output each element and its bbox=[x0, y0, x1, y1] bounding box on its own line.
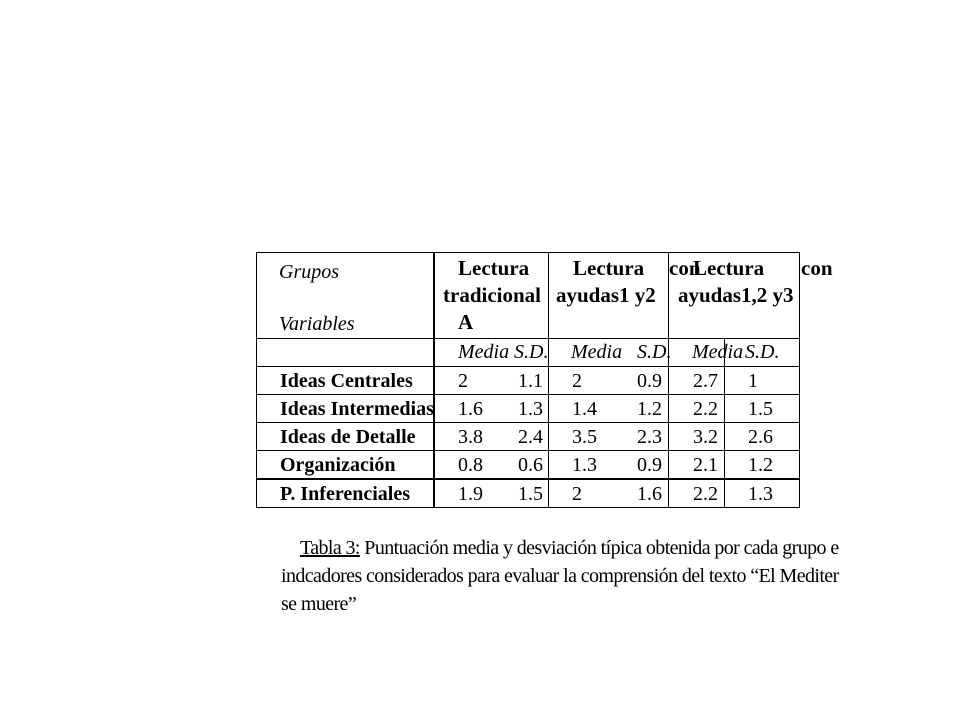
cell-a-sd: 0.6 bbox=[518, 454, 543, 476]
cell-b-media: 2 bbox=[572, 370, 582, 392]
cell-b-sd: 2.3 bbox=[637, 426, 662, 448]
subheader-a-sd: S.D. bbox=[514, 341, 549, 363]
cell-c-sd: 1.2 bbox=[748, 454, 773, 476]
subheader-c-sd: S.D. bbox=[745, 341, 780, 363]
cell-a-media: 1.6 bbox=[458, 398, 483, 420]
cell-b-sd: 0.9 bbox=[637, 454, 662, 476]
cell-a-sd: 2.4 bbox=[518, 426, 543, 448]
group-c-con: con bbox=[801, 256, 833, 280]
cell-b-media: 2 bbox=[572, 483, 582, 505]
column-divider bbox=[548, 252, 549, 508]
group-a-line1: Lectura bbox=[458, 256, 530, 280]
cell-a-sd: 1.3 bbox=[518, 398, 543, 420]
cell-a-sd: 1.5 bbox=[518, 483, 543, 505]
subheader-b-media: Media bbox=[571, 341, 623, 363]
row-label: Ideas Intermedias bbox=[280, 398, 434, 420]
cell-c-media: 3.2 bbox=[693, 426, 718, 448]
subheader-c-media: Media bbox=[692, 341, 744, 363]
cell-b-media: 1.3 bbox=[572, 454, 597, 476]
table-border-bottom bbox=[256, 507, 800, 508]
row-label: P. Inferenciales bbox=[280, 483, 410, 505]
row-divider bbox=[256, 394, 800, 395]
column-divider bbox=[668, 252, 669, 508]
cell-b-sd: 0.9 bbox=[637, 370, 662, 392]
cell-b-media: 1.4 bbox=[572, 398, 597, 420]
row-label: Organización bbox=[280, 454, 396, 476]
group-a-line2: tradicional bbox=[443, 283, 541, 307]
cell-c-media: 2.1 bbox=[693, 454, 718, 476]
cell-a-sd: 1.1 bbox=[518, 370, 543, 392]
subheader-b-sd: S.D. bbox=[637, 341, 672, 363]
row-label: Ideas Centrales bbox=[280, 370, 413, 392]
table-border-right bbox=[799, 252, 800, 508]
group-c-line1: Lectura bbox=[693, 256, 765, 280]
cell-c-media: 2.2 bbox=[693, 483, 718, 505]
group-a-line3: A bbox=[458, 310, 474, 334]
cell-b-sd: 1.2 bbox=[637, 398, 662, 420]
column-divider bbox=[433, 252, 435, 508]
cell-c-sd: 1.5 bbox=[748, 398, 773, 420]
group-b-line1: Lectura bbox=[573, 256, 645, 280]
cell-b-sd: 1.6 bbox=[637, 483, 662, 505]
table-border-top bbox=[256, 252, 800, 253]
header-variables: Variables bbox=[279, 313, 355, 335]
cell-a-media: 1.9 bbox=[458, 483, 483, 505]
cell-a-media: 2 bbox=[458, 370, 468, 392]
row-label: Ideas de Detalle bbox=[280, 426, 416, 448]
cell-a-media: 0.8 bbox=[458, 454, 483, 476]
caption-line-1-text: Puntuación media y desviación típica obtenida por cada grupo e bbox=[359, 537, 839, 559]
cell-c-sd: 1 bbox=[748, 370, 758, 392]
caption-line-2: indcadores considerados para evaluar la comprensión del texto “El Mediter bbox=[281, 565, 839, 587]
cell-c-media: 2.2 bbox=[693, 398, 718, 420]
subheader-a-media: Media bbox=[458, 341, 510, 363]
caption-line-1 bbox=[300, 538, 839, 558]
cell-c-sd: 1.3 bbox=[748, 483, 773, 505]
column-divider bbox=[724, 338, 725, 508]
table-border-left bbox=[256, 252, 257, 508]
caption-label: Tabla 3: bbox=[300, 537, 360, 559]
row-divider bbox=[256, 366, 800, 367]
group-c-line2: ayudas1,2 y3 bbox=[678, 283, 794, 307]
group-b-con: con bbox=[669, 256, 701, 280]
row-divider bbox=[256, 338, 800, 339]
row-divider bbox=[256, 422, 800, 423]
caption-line-3: se muere” bbox=[281, 593, 357, 615]
row-divider bbox=[256, 450, 800, 451]
cell-c-sd: 2.6 bbox=[748, 426, 773, 448]
header-grupos: Grupos bbox=[279, 261, 340, 283]
cell-a-media: 3.8 bbox=[458, 426, 483, 448]
row-divider-thick bbox=[256, 478, 800, 480]
cell-b-media: 3.5 bbox=[572, 426, 597, 448]
cell-c-media: 2.7 bbox=[693, 370, 718, 392]
group-b-line2: ayudas1 y2 bbox=[556, 283, 656, 307]
